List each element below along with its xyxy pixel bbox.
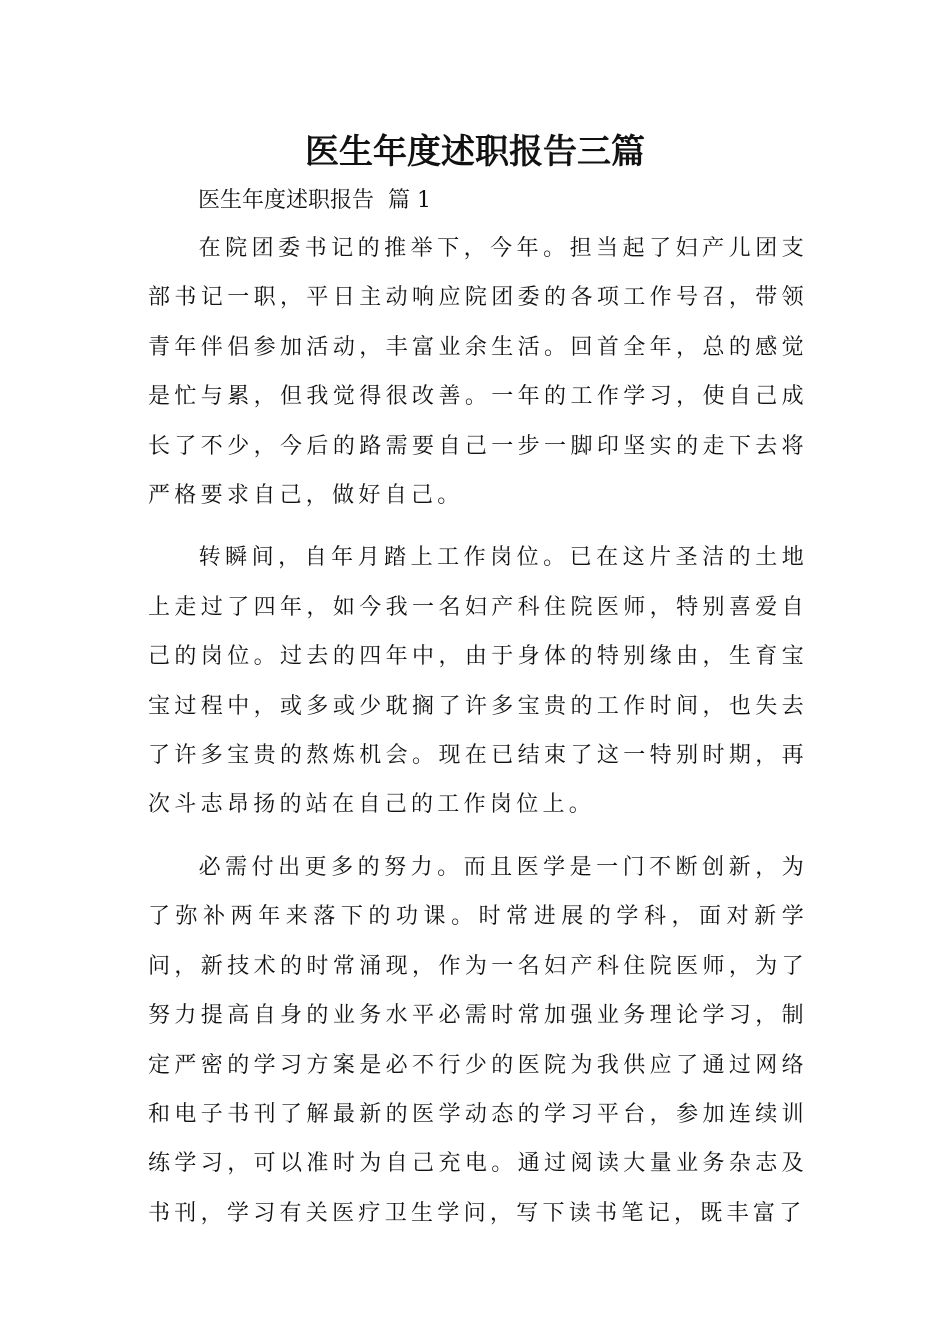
section-heading: 医生年度述职报告 篇 1 bbox=[198, 188, 431, 213]
paragraph-3: 必需付出更多的努力。而且医学是一门不断创新，为了弥补两年来落下的功课。时常进展的学科，面对新学问，新技术的时常涌现，作为一名妇产科住院医师，为了努力提高自身的业务水平必需时常加强业务理论学习，制定严密的学习方案是必不行少的医院为我供应了通过网络和电子书刊了解最新的医学动态的学习平台，参加连续训练学习，可以准时为自己充电。通过阅读大量业务杂志及书刊，学习有关医疗卫生学问，写下读书笔记，既丰富了 bbox=[148, 854, 808, 1226]
document-title: 医生年度述职报告三篇 bbox=[305, 132, 645, 172]
document-body bbox=[148, 224, 808, 1251]
paragraph-2: 转瞬间，自年月踏上工作岗位。已在这片圣洁的土地上走过了四年，如今我一名妇产科住院医师，特别喜爱自己的岗位。过去的四年中，由于身体的特别缘由，生育宝宝过程中，或多或少耽搁了许多宝贵的工作时间，也失去了许多宝贵的熬炼机会。现在已结束了这一特别时期，再次斗志昂扬的站在自己的工作岗位上。 bbox=[148, 545, 808, 818]
paragraph-1: 在院团委书记的推举下，今年。担当起了妇产儿团支部书记一职，平日主动响应院团委的各项工作号召，带领青年伴侣参加活动，丰富业余生活。回首全年，总的感觉是忙与累，但我觉得很改善。一年的工作学习，使自己成长了不少，今后的路需要自己一步一脚印坚实的走下去将严格要求自己，做好自己。 bbox=[148, 236, 808, 509]
